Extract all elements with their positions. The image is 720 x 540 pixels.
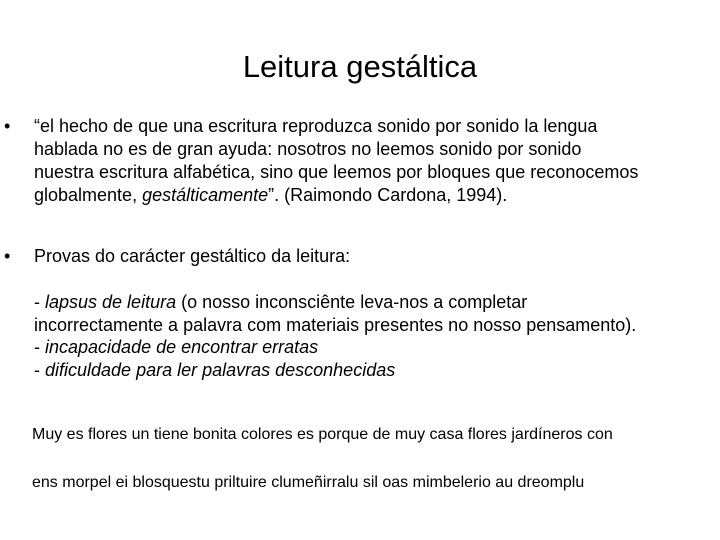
quote-line-2: hablada no es de gran ayuda: nosotros no leemos sonido por sonido bbox=[34, 139, 582, 159]
evidence-item-lapsus: - lapsus de leitura (o nosso inconsciênte leva-nos a completar bbox=[34, 292, 528, 312]
quote-line-3: nuestra escritura alfabética, sino que leemos por bloques que reconocemos bbox=[34, 162, 639, 182]
evidence-item-erratas: - incapacidade de encontrar erratas bbox=[34, 337, 319, 357]
bullet-marker: • bbox=[4, 116, 11, 136]
quote-line-4: globalmente, gestálticamente”. (Raimondo Cardona, 1994). bbox=[34, 185, 508, 205]
slide-title: Leitura gestáltica bbox=[242, 49, 478, 84]
example-sentence-2: ens morpel ei blosquestu priltuire clumeñirralu sil oas mimbelerio au dreomplu bbox=[32, 474, 585, 491]
example-sentence-1: Muy es flores un tiene bonita colores es porque de muy casa flores jardíneros con bbox=[32, 426, 613, 443]
evidence-item-lapsus-cont: incorrectamente a palavra com materiais presentes no nosso pensamento). bbox=[34, 314, 637, 335]
bullet-marker: • bbox=[4, 246, 11, 266]
evidence-heading: Provas do carácter gestáltico da leitura: bbox=[34, 246, 351, 266]
quote-line-1: “el hecho de que una escritura reproduzca sonido por sonido la lengua bbox=[34, 116, 598, 136]
evidence-item-unknown-words: - dificuldade para ler palavras desconhecidas bbox=[34, 359, 396, 380]
evidence-list bbox=[34, 291, 636, 381]
